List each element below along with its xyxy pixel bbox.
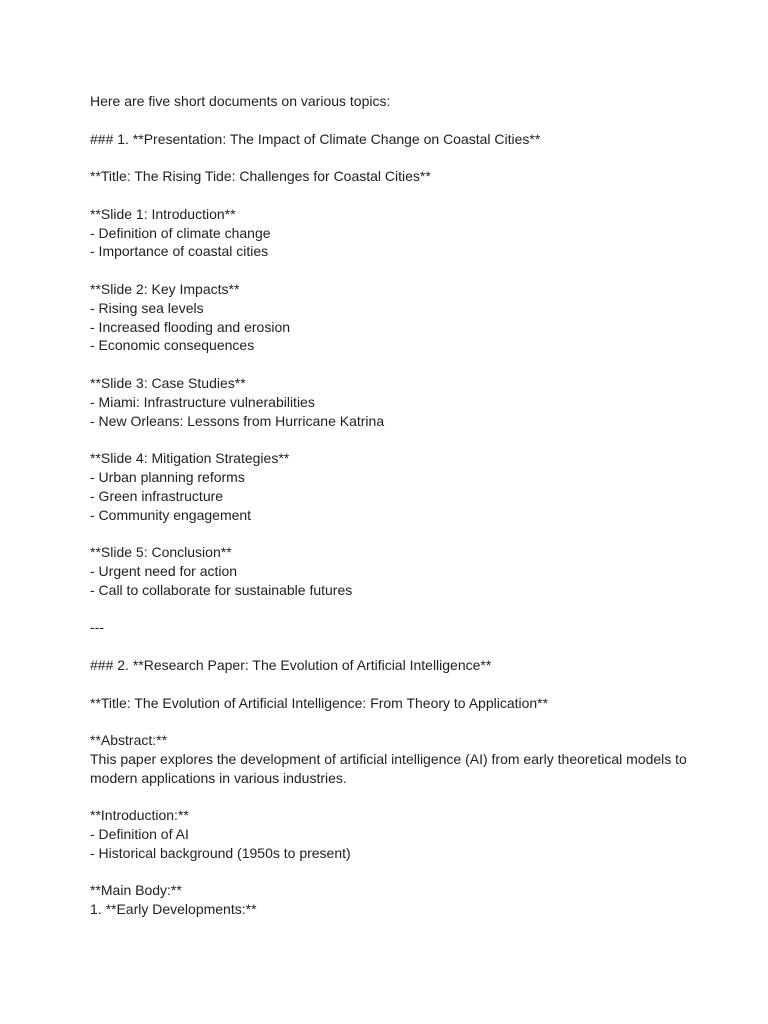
- spacer: [90, 712, 690, 731]
- list-item: - Historical background (1950s to present): [90, 844, 351, 861]
- main-body-heading: **Main Body:**: [90, 882, 182, 899]
- section-2-title: **Title: The Evolution of Artificial Intelligence: From Theory to Application**: [90, 694, 549, 711]
- introduction-heading: **Introduction:**: [90, 807, 189, 824]
- list-item: - Definition of AI: [90, 826, 189, 843]
- list-item: - Economic consequences: [90, 337, 255, 354]
- list-item: - Miami: Infrastructure vulnerabilities: [90, 393, 315, 410]
- section-1-heading: ### 1. **Presentation: The Impact of Climate Change on Coastal Cities**: [90, 130, 541, 147]
- list-item: - Call to collaborate for sustainable futures: [90, 581, 353, 598]
- list-item: - Urban planning reforms: [90, 468, 245, 485]
- spacer: [90, 637, 690, 656]
- list-item: - Urgent need for action: [90, 562, 238, 579]
- spacer: [90, 111, 690, 130]
- spacer: [90, 524, 690, 543]
- section-1-title: **Title: The Rising Tide: Challenges for Coastal Cities**: [90, 168, 431, 185]
- spacer: [90, 355, 690, 374]
- list-item: 1. **Early Developments:**: [90, 901, 257, 918]
- list-item: - New Orleans: Lessons from Hurricane Katrina: [90, 412, 385, 429]
- spacer: [90, 148, 690, 167]
- slide-4-heading: **Slide 4: Mitigation Strategies**: [90, 450, 290, 467]
- list-item: - Increased flooding and erosion: [90, 318, 291, 335]
- list-item: - Definition of climate change: [90, 224, 271, 241]
- section-separator: ---: [90, 619, 104, 636]
- spacer: [90, 863, 690, 882]
- spacer: [90, 787, 690, 806]
- list-item: - Community engagement: [90, 506, 252, 523]
- list-item: - Rising sea levels: [90, 299, 204, 316]
- slide-2-heading: **Slide 2: Key Impacts**: [90, 280, 240, 297]
- slide-3-heading: **Slide 3: Case Studies**: [90, 374, 246, 391]
- intro-text: Here are five short documents on various topics:: [90, 93, 391, 109]
- section-2-heading: ### 2. **Research Paper: The Evolution of Artificial Intelligence**: [90, 656, 492, 673]
- spacer: [90, 430, 690, 449]
- spacer: [90, 600, 690, 619]
- list-item: - Importance of coastal cities: [90, 243, 269, 260]
- slide-5-heading: **Slide 5: Conclusion**: [90, 544, 232, 561]
- slide-1-heading: **Slide 1: Introduction**: [90, 205, 236, 222]
- list-item: - Green infrastructure: [90, 487, 224, 504]
- document-body: [90, 92, 690, 919]
- spacer: [90, 261, 690, 280]
- spacer: [90, 675, 690, 694]
- abstract-heading: **Abstract:**: [90, 732, 168, 749]
- abstract-text: This paper explores the development of artificial intelligence (AI) from early theoretical models to modern applications in various industries.: [90, 750, 687, 786]
- spacer: [90, 186, 690, 205]
